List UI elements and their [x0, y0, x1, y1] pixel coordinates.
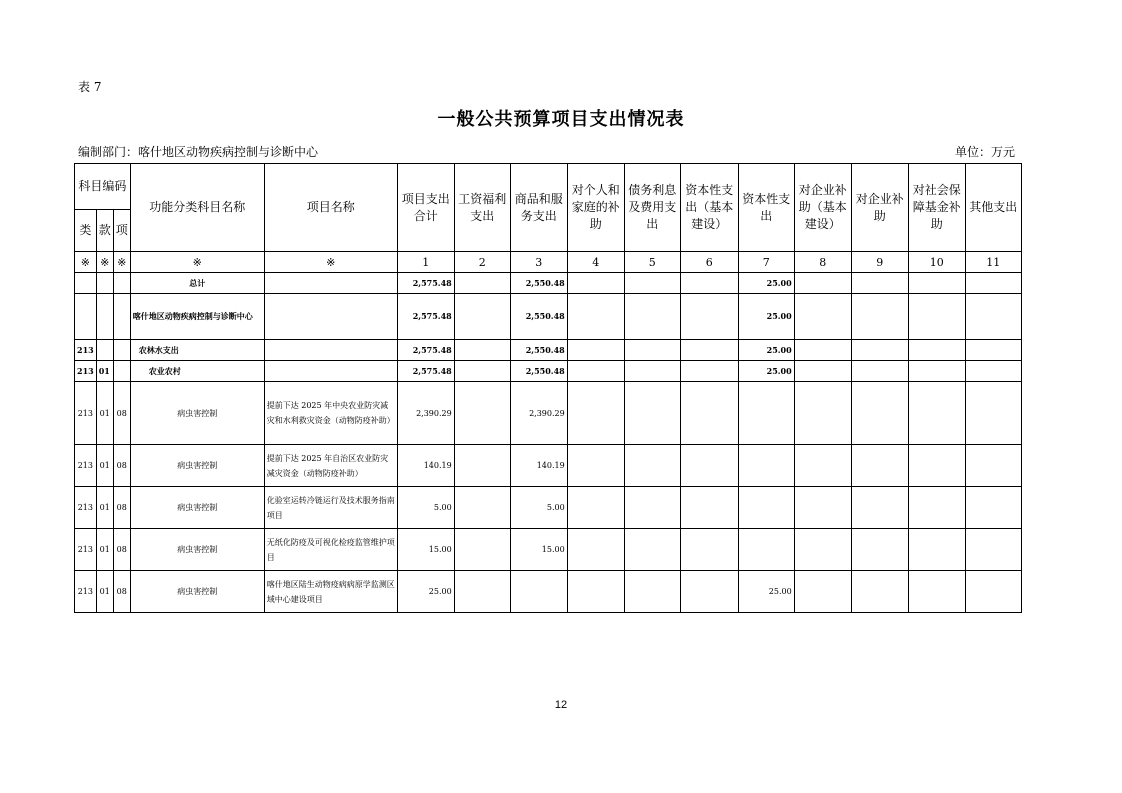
table-row: [75, 487, 1022, 529]
cell-xiang: [113, 340, 130, 361]
cell-func: 农业农村: [130, 361, 264, 382]
cell-empty: [851, 445, 908, 487]
cell-empty: [680, 294, 738, 340]
cell-xiang: 08: [113, 529, 130, 571]
cell-empty: [624, 571, 680, 613]
header-col-3: 商品和服务支出: [510, 164, 567, 252]
cell-total: 2,575.48: [397, 340, 454, 361]
cell-empty: [680, 445, 738, 487]
cell-kuan: 01: [96, 529, 113, 571]
unit-label: 单位：万元: [955, 145, 1016, 159]
col-num: 8: [794, 252, 851, 273]
cell-capital: 25.00: [738, 340, 794, 361]
cell-empty: [965, 361, 1021, 382]
cell-func: 农林水支出: [130, 340, 264, 361]
cell-empty: [567, 529, 624, 571]
cell-empty: [851, 273, 908, 294]
cell-proj: 化验室运转冷链运行及技术服务指南项目: [264, 487, 397, 529]
cell-proj: 喀什地区陆生动物疫病病原学监测区域中心建设项目: [264, 571, 397, 613]
cell-capital: [738, 487, 794, 529]
cell-empty: [624, 340, 680, 361]
cell-empty: [965, 487, 1021, 529]
cell-empty: [851, 529, 908, 571]
cell-total: 5.00: [397, 487, 454, 529]
header-col-7: 资本性支出: [738, 164, 794, 252]
header-subject-code: 科目编码: [75, 164, 131, 210]
col-num: 11: [965, 252, 1021, 273]
cell-xiang: 08: [113, 571, 130, 613]
cell-goods: 2,550.48: [510, 361, 567, 382]
cell-empty: [680, 487, 738, 529]
cell-kuan: [96, 273, 113, 294]
header-lei: 类: [75, 210, 97, 252]
cell-empty: [851, 487, 908, 529]
cell-kuan: 01: [96, 382, 113, 445]
cell-capital: 25.00: [738, 571, 794, 613]
page-title: 一般公共预算项目支出情况表: [437, 109, 685, 130]
cell-xiang: 08: [113, 382, 130, 445]
cell-goods: 2,550.48: [510, 340, 567, 361]
cell-xiang: [113, 294, 130, 340]
cell-empty: [908, 445, 965, 487]
cell-capital: [738, 382, 794, 445]
cell-proj: [264, 361, 397, 382]
table-label: 表 7: [78, 80, 102, 94]
cell-empty: [965, 445, 1021, 487]
cell-empty: [454, 571, 510, 613]
col-num: 10: [908, 252, 965, 273]
cell-empty: [567, 294, 624, 340]
cell-empty: [680, 529, 738, 571]
cell-empty: [965, 273, 1021, 294]
cell-kuan: [96, 294, 113, 340]
cell-capital: 25.00: [738, 273, 794, 294]
cell-func: 病虫害控制: [130, 571, 264, 613]
cell-func: 总计: [130, 273, 264, 294]
cell-empty: [567, 571, 624, 613]
cell-capital: 25.00: [738, 361, 794, 382]
col-num: 9: [851, 252, 908, 273]
cell-goods: 140.19: [510, 445, 567, 487]
header-col-10: 对社会保障基金补助: [908, 164, 965, 252]
cell-empty: [965, 340, 1021, 361]
cell-func: 病虫害控制: [130, 382, 264, 445]
col-num: 5: [624, 252, 680, 273]
cell-empty: [624, 361, 680, 382]
cell-lei: [75, 273, 97, 294]
cell-empty: [851, 571, 908, 613]
cell-func: 病虫害控制: [130, 487, 264, 529]
cell-lei: 213: [75, 382, 97, 445]
cell-empty: [680, 382, 738, 445]
header-xiang: 项: [113, 210, 130, 252]
table-row: [75, 294, 1022, 340]
cell-empty: [680, 273, 738, 294]
cell-empty: [908, 294, 965, 340]
cell-lei: 213: [75, 445, 97, 487]
header-col-1: 项目支出合计: [397, 164, 454, 252]
table-row: [75, 382, 1022, 445]
header-func-name: 功能分类科目名称: [130, 164, 264, 252]
col-num: 3: [510, 252, 567, 273]
cell-empty: [680, 340, 738, 361]
cell-capital: 25.00: [738, 294, 794, 340]
cell-empty: [794, 571, 851, 613]
cell-total: 140.19: [397, 445, 454, 487]
cell-empty: [908, 487, 965, 529]
mark-cell: ※: [130, 252, 264, 273]
cell-empty: [851, 382, 908, 445]
cell-empty: [965, 294, 1021, 340]
cell-capital: [738, 529, 794, 571]
cell-empty: [567, 382, 624, 445]
cell-lei: 213: [75, 361, 97, 382]
cell-empty: [454, 445, 510, 487]
header-col-6: 资本性支出（基本建设）: [680, 164, 738, 252]
mark-cell: ※: [96, 252, 113, 273]
cell-goods: 2,550.48: [510, 294, 567, 340]
cell-empty: [794, 273, 851, 294]
cell-func: 喀什地区动物疾病控制与诊断中心: [130, 294, 264, 340]
col-num: 7: [738, 252, 794, 273]
cell-total: 2,575.48: [397, 273, 454, 294]
cell-empty: [454, 361, 510, 382]
cell-proj: [264, 340, 397, 361]
col-num: 2: [454, 252, 510, 273]
col-num: 1: [397, 252, 454, 273]
header-col-9: 对企业补助: [851, 164, 908, 252]
cell-empty: [908, 273, 965, 294]
cell-lei: 213: [75, 571, 97, 613]
cell-goods: 5.00: [510, 487, 567, 529]
cell-proj: 提前下达 2025 年中央农业防灾减灾和水利救灾资金（动物防疫补助）: [264, 382, 397, 445]
cell-total: 15.00: [397, 529, 454, 571]
header-col-4: 对个人和家庭的补助: [567, 164, 624, 252]
table-row: [75, 571, 1022, 613]
cell-empty: [908, 382, 965, 445]
cell-empty: [624, 382, 680, 445]
cell-empty: [624, 529, 680, 571]
header-kuan: 款: [96, 210, 113, 252]
cell-total: 2,575.48: [397, 361, 454, 382]
cell-lei: 213: [75, 529, 97, 571]
cell-capital: [738, 445, 794, 487]
cell-total: 2,575.48: [397, 294, 454, 340]
expenditure-table: [74, 163, 1022, 613]
cell-empty: [454, 273, 510, 294]
cell-proj: 无纸化防疫及可视化检疫监管维护项目: [264, 529, 397, 571]
table-row: [75, 361, 1022, 382]
cell-total: 25.00: [397, 571, 454, 613]
header-col-11: 其他支出: [965, 164, 1021, 252]
cell-total: 2,390.29: [397, 382, 454, 445]
cell-empty: [794, 361, 851, 382]
cell-xiang: [113, 273, 130, 294]
page-number: 12: [554, 699, 568, 711]
cell-empty: [567, 487, 624, 529]
mark-cell: ※: [113, 252, 130, 273]
header-col-5: 债务利息及费用支出: [624, 164, 680, 252]
cell-empty: [454, 340, 510, 361]
cell-empty: [908, 340, 965, 361]
cell-goods: 15.00: [510, 529, 567, 571]
cell-empty: [567, 340, 624, 361]
cell-empty: [624, 487, 680, 529]
cell-kuan: 01: [96, 445, 113, 487]
cell-proj: 提前下达 2025 年自治区农业防灾减灾资金（动物防疫补助）: [264, 445, 397, 487]
cell-empty: [794, 382, 851, 445]
cell-proj: [264, 294, 397, 340]
cell-kuan: 01: [96, 361, 113, 382]
cell-func: 病虫害控制: [130, 529, 264, 571]
cell-empty: [908, 529, 965, 571]
table-row: [75, 340, 1022, 361]
cell-empty: [794, 294, 851, 340]
col-num: 6: [680, 252, 738, 273]
cell-empty: [680, 571, 738, 613]
cell-empty: [454, 382, 510, 445]
department-label: 编制部门：喀什地区动物疾病控制与诊断中心: [78, 145, 319, 159]
cell-empty: [908, 361, 965, 382]
cell-empty: [624, 273, 680, 294]
cell-xiang: 08: [113, 445, 130, 487]
cell-kuan: 01: [96, 487, 113, 529]
cell-lei: 213: [75, 487, 97, 529]
cell-empty: [567, 361, 624, 382]
cell-empty: [965, 571, 1021, 613]
cell-proj: [264, 273, 397, 294]
cell-empty: [965, 529, 1021, 571]
cell-kuan: 01: [96, 571, 113, 613]
table-row: [75, 529, 1022, 571]
cell-goods: 2,550.48: [510, 273, 567, 294]
cell-empty: [851, 340, 908, 361]
cell-func: 病虫害控制: [130, 445, 264, 487]
header-col-2: 工资福利支出: [454, 164, 510, 252]
cell-empty: [454, 294, 510, 340]
cell-empty: [454, 487, 510, 529]
cell-goods: 2,390.29: [510, 382, 567, 445]
cell-empty: [680, 361, 738, 382]
cell-empty: [794, 529, 851, 571]
cell-empty: [851, 294, 908, 340]
cell-lei: 213: [75, 340, 97, 361]
cell-empty: [567, 273, 624, 294]
cell-empty: [908, 571, 965, 613]
table-row: [75, 445, 1022, 487]
cell-empty: [567, 445, 624, 487]
cell-xiang: [113, 361, 130, 382]
cell-empty: [794, 445, 851, 487]
cell-empty: [624, 294, 680, 340]
mark-cell: ※: [264, 252, 397, 273]
cell-xiang: 08: [113, 487, 130, 529]
cell-kuan: [96, 340, 113, 361]
mark-cell: ※: [75, 252, 97, 273]
cell-empty: [624, 445, 680, 487]
cell-empty: [454, 529, 510, 571]
col-num: 4: [567, 252, 624, 273]
cell-empty: [794, 487, 851, 529]
table-row: [75, 273, 1022, 294]
header-col-8: 对企业补助（基本建设）: [794, 164, 851, 252]
header-proj-name: 项目名称: [264, 164, 397, 252]
cell-lei: [75, 294, 97, 340]
cell-empty: [794, 340, 851, 361]
cell-goods: [510, 571, 567, 613]
cell-empty: [851, 361, 908, 382]
cell-empty: [965, 382, 1021, 445]
